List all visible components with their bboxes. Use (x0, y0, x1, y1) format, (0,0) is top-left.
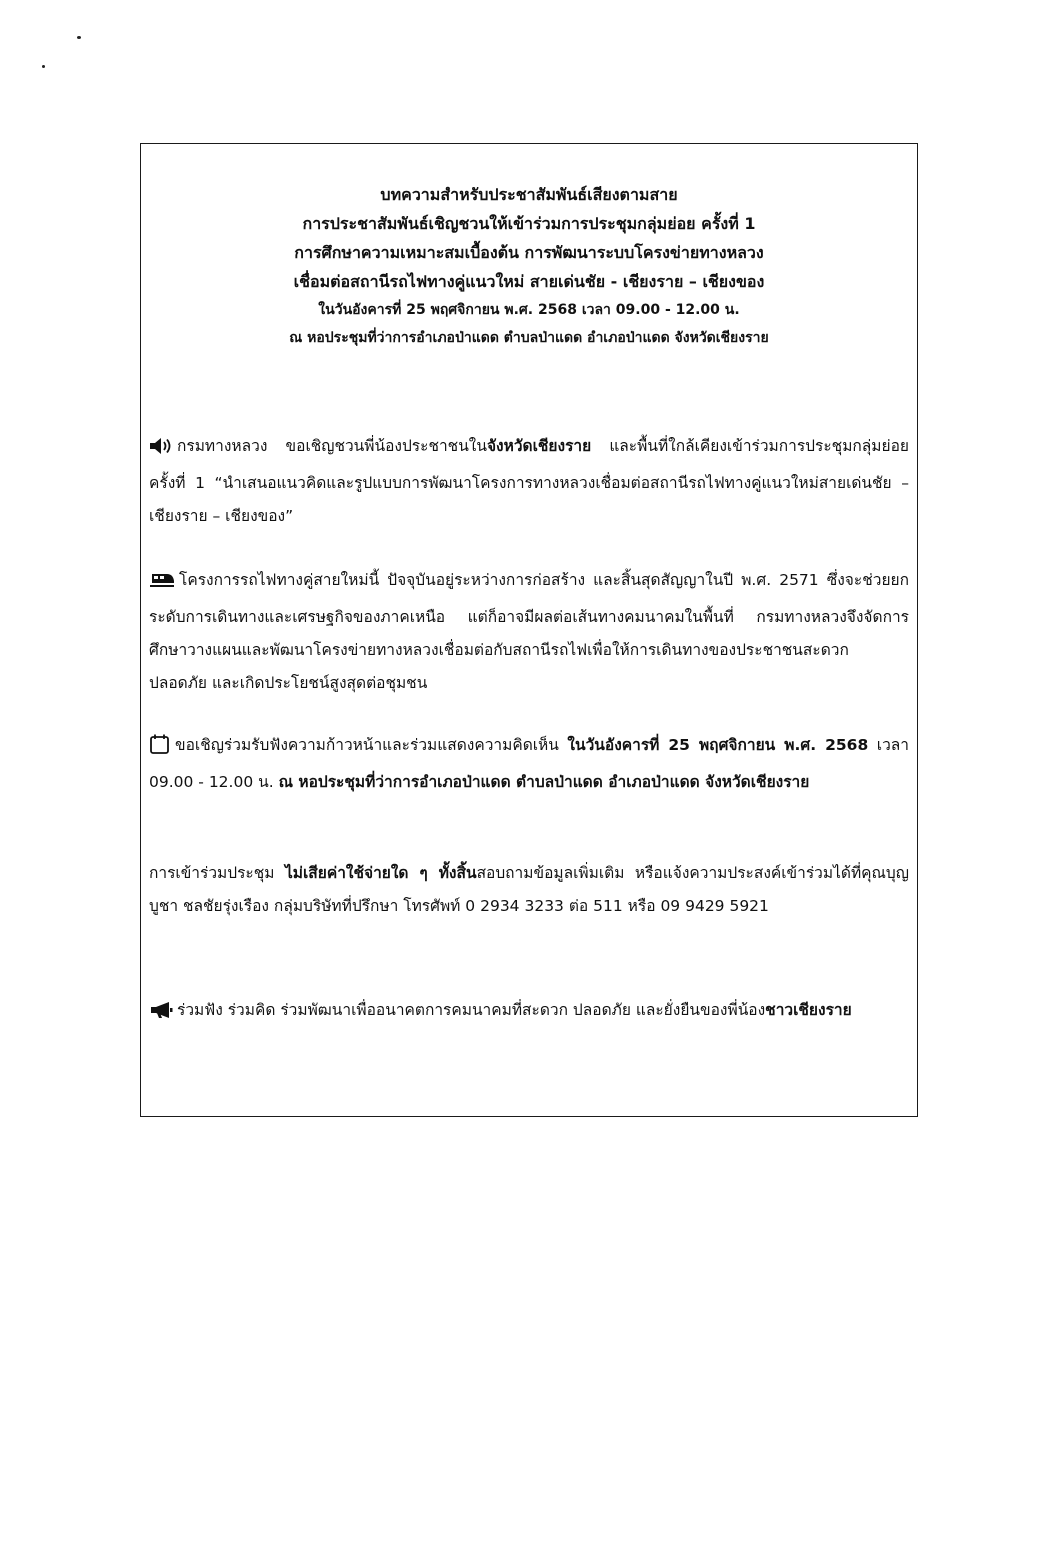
megaphone-icon (149, 998, 173, 1031)
meeting-paragraph (149, 729, 909, 799)
invitation-paragraph (149, 430, 909, 533)
scan-speck (42, 65, 45, 68)
closing-text: ร่วมฟัง ร่วมคิด ร่วมพัฒนาเพื่ออนาคตการคมนาคมที่สะดวก ปลอดภัย และยั่งยืนของพี่น้อง (177, 1001, 766, 1019)
header-date-time: ในวันอังคารที่ 25 พฤศจิกายน พ.ศ. 2568 เวลา 09.00 - 12.00 น. (318, 302, 740, 318)
meeting-venue: ณ หอประชุมที่ว่าการอำเภอป่าแดด ตำบลป่าแดด อำเภอป่าแดด จังหวัดเชียงราย (278, 773, 810, 791)
scan-speck (77, 36, 81, 39)
header-project-name: การศึกษาความเหมาะสมเบื้องต้น การพัฒนาระบบโครงข่ายทางหลวง (294, 243, 764, 262)
contact-text-1: การเข้าร่วมประชุม (149, 864, 285, 882)
invitation-province: จังหวัดเชียงราย (486, 437, 592, 455)
train-icon (149, 568, 175, 601)
header-subtitle: การประชาสัมพันธ์เชิญชวนให้เข้าร่วมการประชุมกลุ่มย่อย ครั้งที่ 1 (302, 214, 756, 233)
contact-paragraph (149, 857, 909, 923)
announcement-box (140, 143, 918, 1117)
header-project-route: เชื่อมต่อสถานีรถไฟทางคู่แนวใหม่ สายเด่นชัย - เชียงราย – เชียงของ (293, 272, 765, 291)
closing-paragraph (149, 994, 909, 1031)
meeting-text-1: ขอเชิญร่วมรับฟังความก้าวหน้าและร่วมแสดงความคิดเห็น (175, 736, 568, 754)
meeting-date: ในวันอังคารที่ 25 พฤศจิกายน พ.ศ. 2568 (567, 736, 869, 754)
meeting-time: เวลา 09.00 - 12.00 น. (149, 736, 910, 791)
project-paragraph (149, 564, 909, 700)
speaker-icon (149, 434, 173, 467)
announcement-header (141, 180, 917, 352)
header-venue: ณ หอประชุมที่ว่าการอำเภอป่าแดด ตำบลป่าแดด อำเภอป่าแดด จังหวัดเชียงราย (289, 330, 769, 346)
invitation-text-1: กรมทางหลวง ขอเชิญชวนพี่น้องประชาชนใน (177, 437, 487, 455)
free-of-charge-note: ไม่เสียค่าใช้จ่ายใด ๆ ทั้งสิ้น (284, 864, 477, 882)
project-text: โครงการรถไฟทางคู่สายใหม่นี้ ปัจจุบันอยู่ระหว่างการก่อสร้าง และสิ้นสุดสัญญาในปี พ.ศ. 2571 ซึ่งจะช่วยยกระดับการเดินทางและเศรษฐกิจของภาคเหนือ แต่ก็อาจมีผลต่อเส้นทางคมนาคมในพื้นที่ กรมทางหลวงจึงจัดการศึกษาวางแผนและพัฒนาโครงข่ายทางหลวงเชื่อมต่อกับสถานีรถไฟเพื่อให้การเดินทางของประชาชนสะดวก ปลอดภัย และเกิดประโยชน์สูงสุดต่อชุมชน (149, 571, 909, 692)
invitation-text-2: และพื้นที่ใกล้เคียงเข้าร่วมการประชุมกลุ่มย่อย ครั้งที่ 1 “นำเสนอแนวคิดและรูปแบบการพัฒนาโครงการทางหลวงเชื่อมต่อสถานีรถไฟทางคู่แนวใหม่สายเด่นชัย – เชียงราย – เชียงของ” (149, 437, 909, 525)
closing-target: ชาวเชียงราย (765, 1001, 852, 1019)
calendar-icon (149, 733, 171, 766)
contact-details: สอบถามข้อมูลเพิ่มเติม หรือแจ้งความประสงค์เข้าร่วมได้ที่คุณบุญบูชา ชลชัยรุ่งเรือง กลุ่มบริษัทที่ปรึกษา โทรศัพท์ 0 2934 3233 ต่อ 511 หรือ 09 9429 5921 (149, 864, 909, 915)
header-title: บทความสำหรับประชาสัมพันธ์เสียงตามสาย (380, 185, 678, 204)
